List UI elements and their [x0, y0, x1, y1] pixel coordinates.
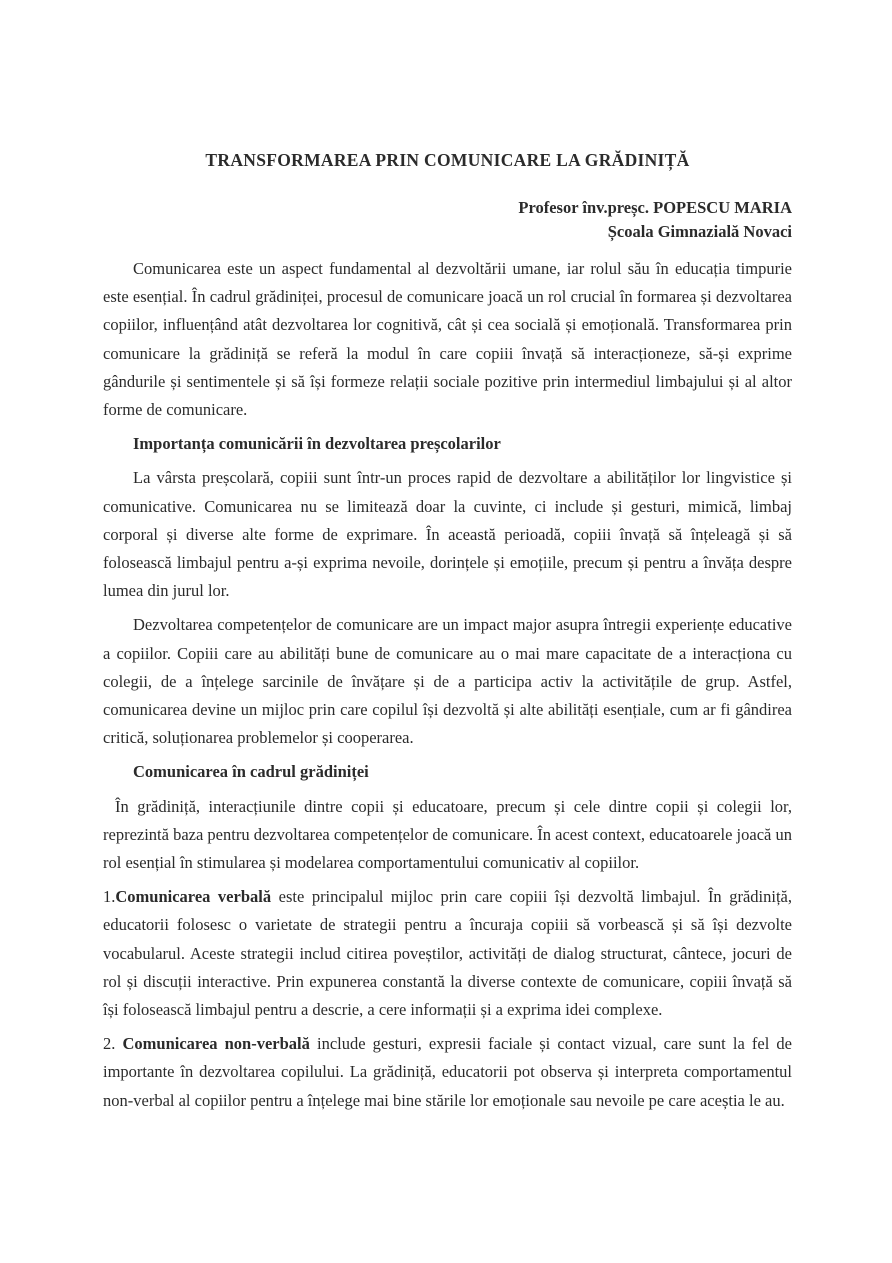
author-name: Profesor înv.preșc. POPESCU MARIA: [518, 198, 792, 217]
paragraph: În grădiniță, interacțiunile dintre copii și educatoare, precum și cele dintre copii și colegii lor, reprezintă baza pentru dezvoltarea competențelor de comunicare. În acest context, educatoarele joacă un rol esențial în stimularea și modelarea comportamentului comunicativ al copiilor.: [103, 796, 792, 873]
section-heading-importance: Importanța comunicării în dezvoltarea preșcolarilor: [133, 434, 501, 454]
paragraph: Dezvoltarea competențelor de comunicare are un impact major asupra întregii experiențe educative a copiilor. Copiii care au abilități bune de comunicare au o mai mare capacitate de a interacționa cu colegii, de a înțelege sarcinile de învățare și de a participa activ la activitățile de grup. Astfel, comunicarea devine un mijloc prin care copilul își dezvoltă și alte abilități esențiale, cum ar fi gândirea critică, soluționarea problemelor și cooperarea.: [103, 615, 792, 748]
item-text: include gesturi, expresii faciale și contact vizual, care sunt la fel de importante în dezvoltarea copilului. La grădiniță, educatorii pot observa și interpreta comportamentul non-verbal al copiilor pentru a înțelege mai bine stările lor emoționale sau nevoile pe care aceștia le au.: [103, 1034, 792, 1110]
item-label: Comunicarea non-verbală: [122, 1034, 310, 1054]
item-label: Comunicarea verbală: [115, 887, 272, 907]
paragraph: La vârsta preșcolară, copiii sunt într-un proces rapid de dezvoltare a abilităților lor lingvistice și comunicative. Comunicarea nu se limitează doar la cuvinte, ci include și gesturi, mimică, limbaj corporal și diverse alte forme de exprimare. În această perioadă, copiii învață să înțeleagă și să folosească limbajul pentru a-și exprima nevoile, dorințele și emoțiile, precum și pentru a învăța despre lumea din jurul lor.: [103, 468, 792, 601]
section-heading-kindergarten-communication: Comunicarea în cadrul grădiniței: [133, 762, 369, 782]
item-number: 1.: [103, 887, 116, 907]
item-text: este principalul mijloc prin care copiii își dezvoltă limbajul. În grădiniță, educatorii folosesc o varietate de strategii pentru a încuraja copiii să vorbească și să își dezvolte vocabularul. Aceste strategii includ citirea poveștilor, activități de dialog structurat, cântece, jocuri de rol și discuții interactive. Prin expunerea constantă la diverse contexte de comunicare, copiii învață să își folosească limbajul pentru a descrie, a cere informații și a exprima idei complexe.: [103, 887, 792, 1020]
document-title: TRANSFORMAREA PRIN COMUNICARE LA GRĂDINIȚĂ: [205, 150, 690, 170]
author-block: [103, 196, 792, 243]
item-number: 2.: [103, 1034, 123, 1054]
numbered-item: [103, 1030, 792, 1115]
author-school: Școala Gimnazială Novaci: [607, 221, 792, 241]
intro-paragraph: Comunicarea este un aspect fundamental al dezvoltării umane, iar rolul său în educația timpurie este esențial. În cadrul grădiniței, procesul de comunicare joacă un rol crucial în formarea și dezvoltarea copiilor, influențând atât dezvoltarea lor cognitivă, cât și cea socială și emoțională. Transformarea prin comunicare la grădiniță se referă la modul în care copiii învață să interacționeze, să-și exprime gândurile și sentimentele și să își formeze relații sociale pozitive prin intermediul limbajului și al altor forme de comunicare.: [103, 259, 792, 420]
numbered-item: [103, 883, 792, 1024]
